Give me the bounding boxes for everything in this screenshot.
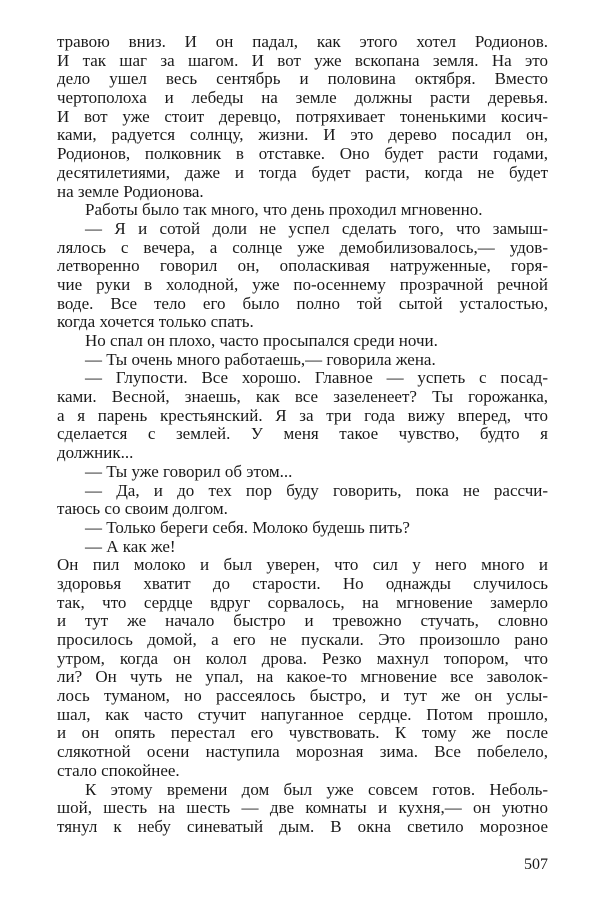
text-line: утром, когда он колол дрова. Резко махнул топором, что bbox=[57, 649, 548, 668]
text-line: — Глупости. Все хорошо. Главное — успеть с посад- bbox=[85, 369, 548, 388]
text-line: таюсь со своим долгом. bbox=[57, 500, 228, 519]
text-line: — Ты очень много работаешь,— говорила жена. bbox=[85, 350, 436, 369]
text-line: должник... bbox=[57, 444, 134, 463]
text-line: К этому времени дом был уже совсем готов. Неболь- bbox=[85, 780, 548, 799]
text-line: Работы было так много, что день проходил мгновенно. bbox=[85, 201, 483, 220]
text-line: сделается с землей. У меня такое чувство, будто я bbox=[57, 425, 548, 444]
text-line: шой, шесть на шесть — две комнаты и кухня,— он уютно bbox=[57, 799, 548, 818]
page-number: 507 bbox=[524, 856, 548, 873]
text-line: — Ты уже говорил об этом... bbox=[85, 462, 293, 481]
text-line: И вот уже стоит деревцо, потряхивает тоненькими косич- bbox=[57, 107, 548, 126]
text-line: летворенно говорил он, ополаскивая натруженные, горя- bbox=[57, 257, 548, 276]
page-text bbox=[57, 33, 548, 837]
text-line: слякотной осени наступила морозная зима. Все побелело, bbox=[57, 743, 548, 762]
text-line: ками. Весной, знаешь, как все зазеленеет? Ты горожанка, bbox=[57, 388, 548, 407]
text-line: Он пил молоко и был уверен, что сил у него много и bbox=[57, 556, 548, 575]
text-line: десятилетиями, даже и тогда будет расти, когда не будет bbox=[57, 163, 548, 182]
text-line: чертополоха и лебеды на земле должны расти деревья. bbox=[57, 89, 548, 108]
text-line: — А как же! bbox=[85, 537, 176, 556]
text-line: лялось с вечера, а солнце уже демобилизовалось,— удов- bbox=[57, 238, 548, 257]
text-line: а я парень крестьянский. Я за три года вижу вперед, что bbox=[57, 406, 548, 425]
text-line: так, что сердце вдруг сорвалось, на мгновение замерло bbox=[57, 593, 548, 612]
text-line: ли? Он чуть не упал, на какое-то мгновение все заволок- bbox=[57, 668, 548, 687]
text-line: травою вниз. И он падал, как этого хотел Родионов. bbox=[57, 33, 548, 51]
text-line: лось туманом, но рассеялось быстро, и тут же он услы- bbox=[57, 687, 548, 706]
text-line: Но спал он плохо, часто просыпался среди ночи. bbox=[85, 332, 438, 350]
text-line: шал, как часто стучит напуганное сердце. Потом прошло, bbox=[57, 705, 548, 724]
text-line: — Я и сотой доли не успел сделать того, что замыш- bbox=[85, 219, 548, 238]
text-line: и тут же начало быстро и тревожно стучать, словно bbox=[57, 612, 548, 631]
text-line: когда хочется только спать. bbox=[57, 313, 254, 332]
text-line: просилось домой, а его не пускали. Это произошло рано bbox=[57, 631, 548, 649]
text-line: и он опять перестал его чувствовать. К тому же после bbox=[57, 724, 548, 743]
text-line: на земле Родионова. bbox=[57, 182, 204, 201]
text-line: тянул к небу синеватый дым. В окна светило морозное bbox=[57, 817, 548, 836]
text-line: стало спокойнее. bbox=[57, 761, 180, 780]
text-line: ками, радуется солнцу, жизни. И это дерево посадил он, bbox=[57, 126, 548, 145]
text-line: Родионов, полковник в отставке. Оно будет расти годами, bbox=[57, 145, 548, 164]
text-line: воде. Все тело его было полно той сытой усталостью, bbox=[57, 294, 548, 313]
text-line: — Да, и до тех пор буду говорить, пока не рассчи- bbox=[85, 481, 548, 500]
text-line: дело ушел весь сентябрь и половина октября. Вместо bbox=[57, 70, 548, 89]
text-line: — Только береги себя. Молоко будешь пить? bbox=[85, 518, 410, 537]
text-line: здоровья хватит до старости. Но однажды случилось bbox=[57, 574, 548, 593]
text-line: И так шаг за шагом. И вот уже вскопана земля. На это bbox=[57, 51, 548, 70]
text-line: чие руки в холодной, уже по-осеннему прозрачной речной bbox=[57, 275, 548, 294]
